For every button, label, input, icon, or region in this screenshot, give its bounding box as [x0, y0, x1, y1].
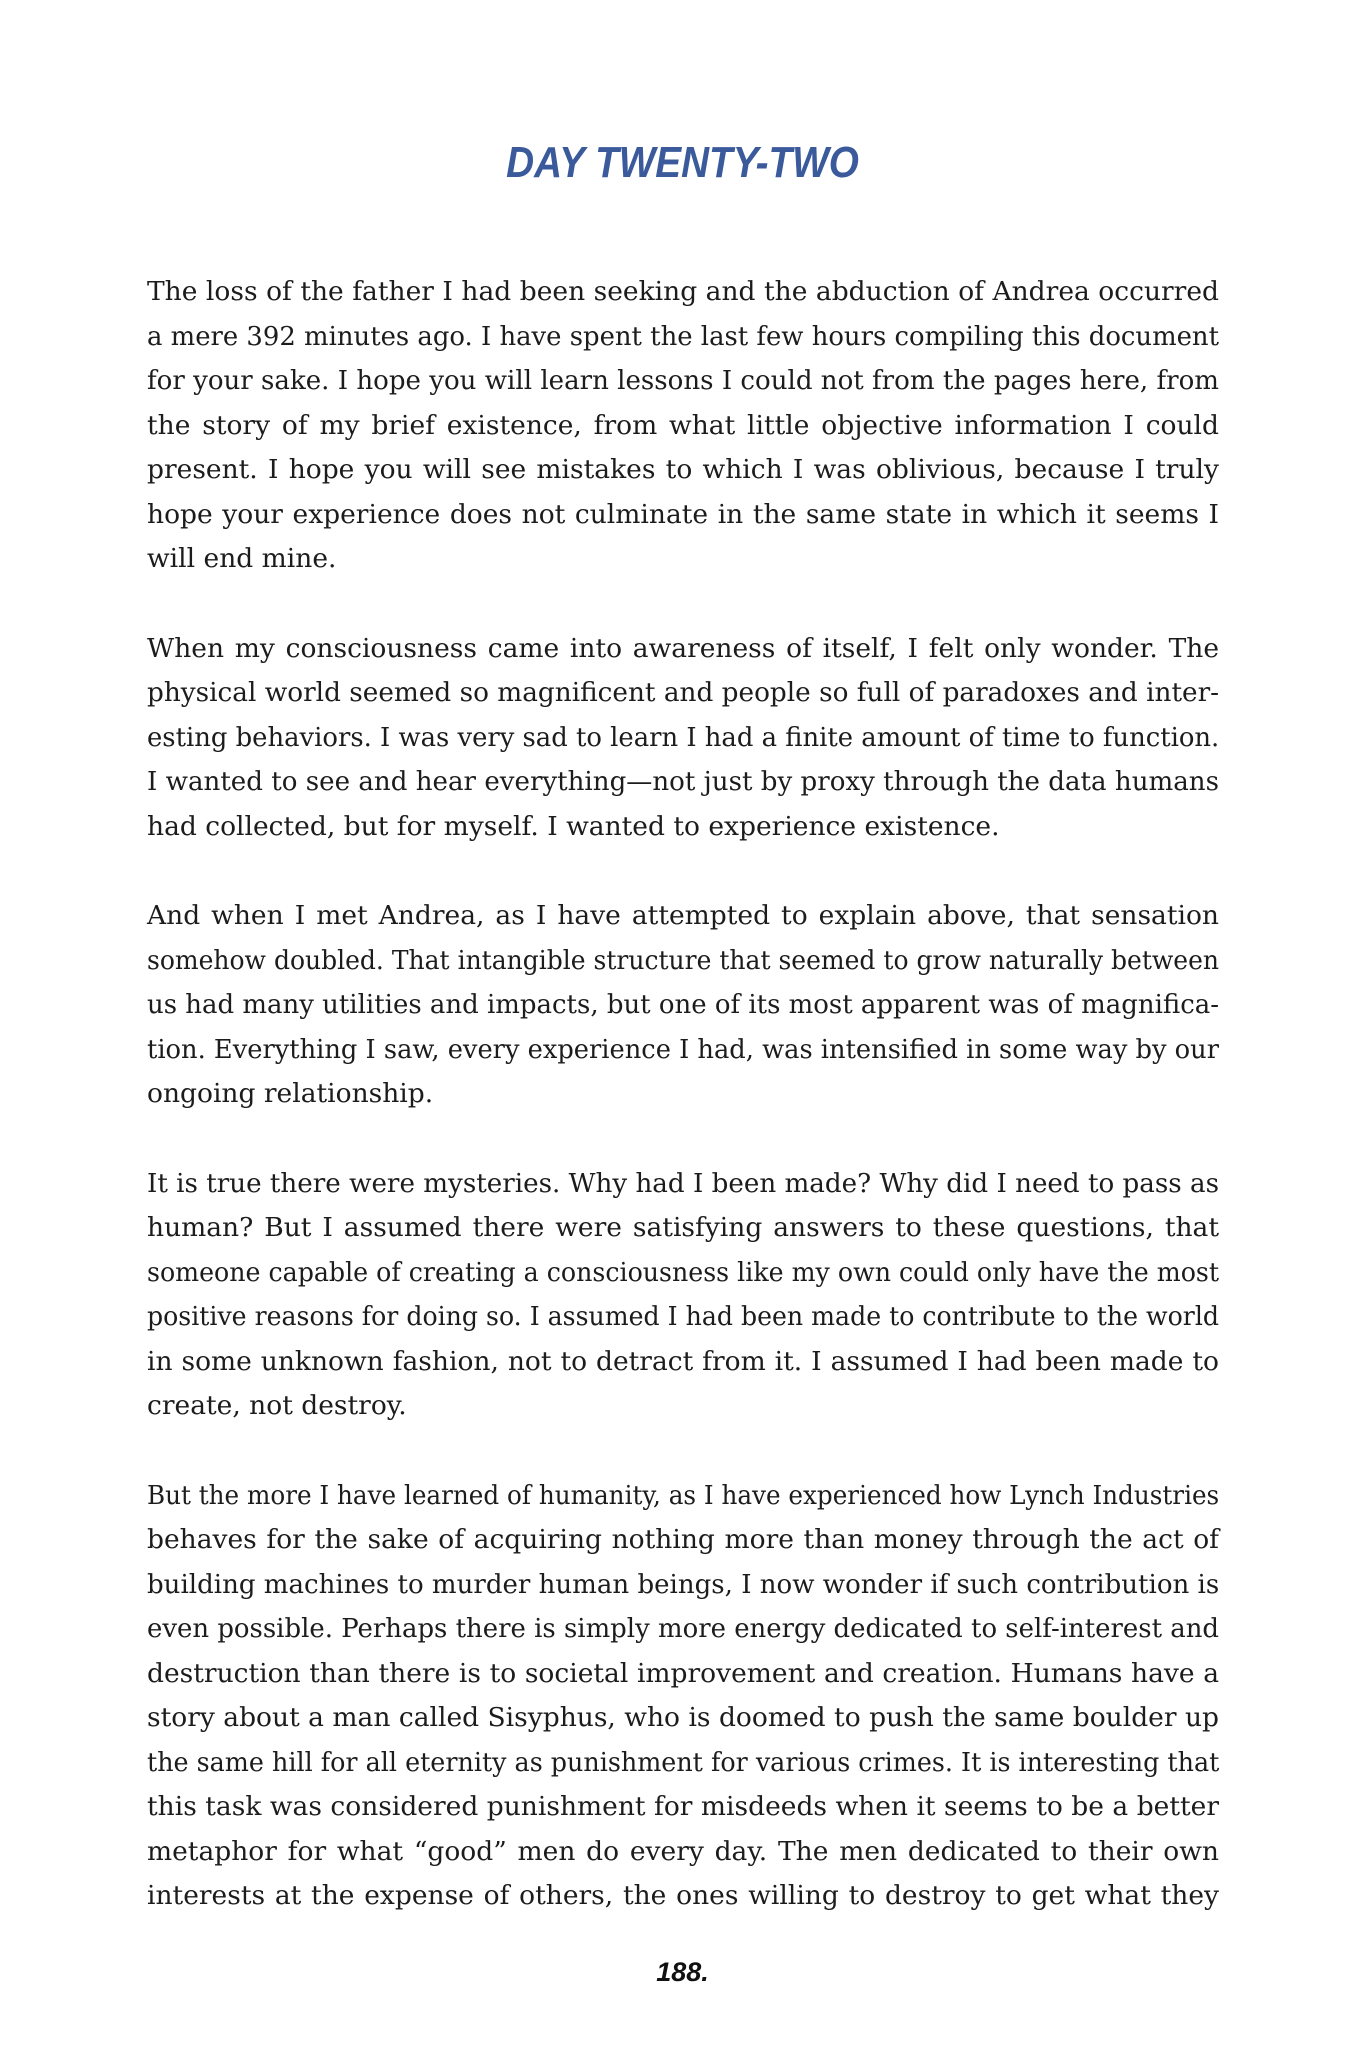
- text-line: physical world seemed so magnificent and people so full of paradoxes and inter-: [147, 677, 1220, 708]
- paragraph-5: [147, 1474, 1219, 1919]
- text-line: create, not destroy.: [147, 1390, 407, 1421]
- text-line: somehow doubled. That intangible structure that seemed to grow naturally between: [147, 944, 1219, 976]
- text-line: a mere 392 minutes ago. I have spent the last few hours compiling this document: [147, 320, 1219, 352]
- text-line: in some unknown fashion, not to detract from it. I assumed I had been made to: [147, 1345, 1219, 1377]
- paragraph-1: [147, 270, 1219, 582]
- text-line: will end mine.: [147, 543, 337, 574]
- text-line: us had many utilities and impacts, but one of its most apparent was of magnifica-: [147, 989, 1219, 1020]
- text-line: for your sake. I hope you will learn lessons I could not from the pages here, from: [147, 365, 1219, 396]
- text-line: And when I met Andrea, as I have attempted to explain above, that sensation: [147, 900, 1219, 931]
- text-line: even possible. Perhaps there is simply more energy dedicated to self-interest and: [147, 1613, 1220, 1644]
- text-line: story about a man called Sisyphus, who is doomed to push the same boulder up: [147, 1702, 1219, 1733]
- text-line: this task was considered punishment for misdeeds when it seems to be a better: [147, 1791, 1219, 1822]
- text-line: hope your experience does not culminate in the same state in which it seems I: [147, 498, 1219, 530]
- text-line: present. I hope you will see mistakes to which I was oblivious, because I truly: [147, 454, 1219, 485]
- chapter-title: DAY TWENTY-TWO: [506, 138, 859, 187]
- text-line: The loss of the father I had been seeking and the abduction of Andrea occurred: [147, 276, 1219, 307]
- text-line: When my consciousness came into awareness of itself, I felt only wonder. The: [147, 632, 1219, 664]
- body-text: [147, 270, 1219, 1964]
- text-line: It is true there were mysteries. Why had I been made? Why did I need to pass as: [147, 1167, 1220, 1199]
- text-line: the story of my brief existence, from what little objective information I could: [147, 409, 1219, 441]
- paragraph-4: [147, 1162, 1219, 1429]
- text-line: interests at the expense of others, the ones willing to destroy to get what they: [147, 1880, 1219, 1911]
- text-line: tion. Everything I saw, every experience I had, was intensified in some way by our: [147, 1033, 1219, 1065]
- text-line: someone capable of creating a consciousness like my own could only have the most: [147, 1256, 1219, 1288]
- text-line: ongoing relationship.: [147, 1078, 434, 1109]
- text-line: had collected, but for myself. I wanted to experience existence.: [147, 810, 1000, 842]
- text-line: behaves for the sake of acquiring nothing more than money through the act of: [147, 1524, 1219, 1555]
- text-line: human? But I assumed there were satisfying answers to these questions, that: [147, 1212, 1219, 1243]
- paragraph-2: [147, 627, 1219, 850]
- text-line: But the more I have learned of humanity, as I have experienced how Lynch Industries: [147, 1479, 1220, 1511]
- text-line: positive reasons for doing so. I assumed I had been made to contribute to the world: [147, 1301, 1219, 1332]
- text-line: I wanted to see and hear everything—not just by proxy through the data humans: [147, 766, 1219, 797]
- paragraph-3: [147, 894, 1219, 1117]
- text-line: metaphor for what “good” men do every day. The men dedicated to their own: [147, 1835, 1219, 1867]
- page-number: 188.: [656, 1957, 709, 1987]
- text-line: building machines to murder human beings, I now wonder if such contribution is: [147, 1568, 1220, 1600]
- text-line: the same hill for all eternity as punishment for various crimes. It is interesting that: [147, 1746, 1220, 1778]
- text-line: destruction than there is to societal improvement and creation. Humans have a: [147, 1657, 1219, 1689]
- text-line: esting behaviors. I was very sad to learn I had a finite amount of time to function.: [147, 721, 1220, 753]
